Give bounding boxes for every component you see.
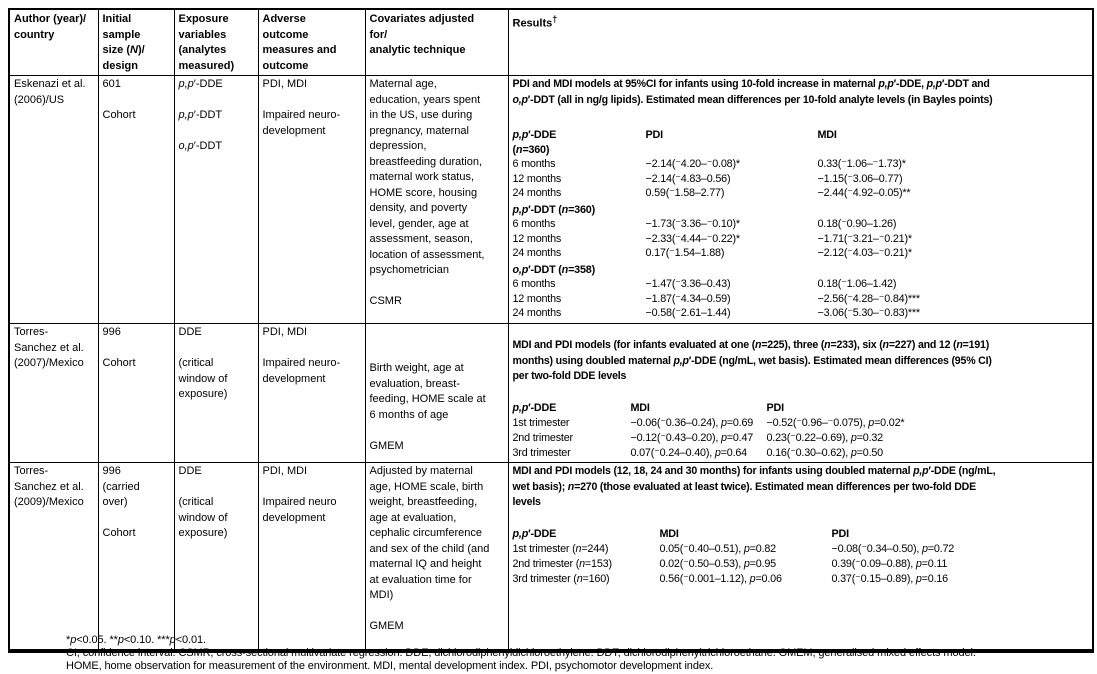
subtable-value-2: 0.39(⁻0.09–0.88), p=0.11 <box>831 558 948 571</box>
table-header-row <box>9 9 1093 76</box>
subtable-value-2: −2.44(⁻4.92–0.05)** <box>817 187 911 199</box>
subtable-value-1: −0.58(⁻2.61–1.44) <box>645 307 731 319</box>
subtable-label: 24 months <box>512 187 562 199</box>
subtable-value-2: 0.23(⁻0.22–0.69), p=0.32 <box>766 431 883 444</box>
results-cell <box>508 324 1093 463</box>
footnotes <box>66 634 976 673</box>
subtable-row <box>513 246 1089 261</box>
subtable-value-2: 0.16(⁻0.30–0.62), p=0.50 <box>766 447 883 460</box>
subtable-row <box>513 431 1089 446</box>
footnote-line: HOME, home observation for measurement of the environment. MDI, mental development index. PDI, psychomotor development index. <box>66 659 714 672</box>
exposure-cell: DDE (critical window of exposure) <box>174 463 258 651</box>
subtable-value-1: −0.12(⁻0.43–0.20), p=0.47 <box>630 431 754 444</box>
subtable-value-2: 0.18(⁻0.90–1.26) <box>817 218 897 230</box>
study-row-torres-sanchez-2007 <box>9 324 1093 463</box>
subtable-label: p,p′-DDE <box>512 401 557 414</box>
col-header-outcome: Adverse outcome measures and outcome <box>258 9 365 76</box>
results-summary: PDI and MDI models at 95%CI for infants using 10-fold increase in maternal p,p′-DDE, p,p′-DDT and o,p′-DDT (all in ng/g lipids). Estimated mean differences per 10-fold analyte levels (in Bayles points) <box>512 78 993 106</box>
covariates-cell: Birth weight, age at evaluation, breast- feeding, HOME scale at 6 months of age GMEM <box>365 324 508 463</box>
subtable-label: 6 months <box>512 158 556 170</box>
subtable-label: 1st trimester <box>512 416 570 429</box>
subtable-value-1: MDI <box>630 401 650 414</box>
subtable-label: 12 months <box>512 232 562 245</box>
subtable-value-1: −1.87(⁻4.34–0.59) <box>645 292 731 305</box>
subtable-row <box>513 277 1089 292</box>
footnote-line: *p<0.05. **p<0.10. ***p<0.01. <box>66 634 206 646</box>
sample-cell: 601 Cohort <box>98 76 174 324</box>
subtable-value-2: −0.08(⁻0.34–0.50), p=0.72 <box>831 543 955 556</box>
covariates-cell: Adjusted by maternal age, HOME scale, birth weight, breastfeeding, age at evaluation, cephalic circumference and sex of the child (and maternal IQ and height at evaluation time for MDI) GMEM <box>365 463 508 651</box>
subtable-value-1 <box>646 263 818 278</box>
study-row-eskenazi-2006 <box>9 76 1093 324</box>
subtable-label: p,p′-DDE (n=360) <box>512 129 557 156</box>
subtable-value-1: −2.14(⁻4.20–⁻0.08)* <box>645 158 740 170</box>
subtable-value-2: −2.56(⁻4.28–⁻0.84)*** <box>817 292 920 305</box>
subtable-row <box>513 557 1089 572</box>
subtable-row <box>513 232 1089 247</box>
subtable-value-1: −2.33(⁻4.44–⁻0.22)* <box>645 232 740 245</box>
subtable-value-1: 0.02(⁻0.50–0.53), p=0.95 <box>659 558 776 571</box>
outcome-cell: PDI, MDI Impaired neuro development <box>258 463 365 651</box>
results-cell <box>508 463 1093 651</box>
studies-table <box>8 8 1094 653</box>
subtable-label: 1st trimester (n=244) <box>512 543 609 556</box>
subtable-row <box>513 306 1089 321</box>
subtable-row <box>513 186 1089 201</box>
sample-cell: 996 Cohort <box>98 324 174 463</box>
col-header-results: Results† <box>508 9 1093 76</box>
subtable-row <box>513 446 1089 461</box>
subtable-value-2 <box>818 263 1089 278</box>
footnote-line: CI, confidence interval. CSMR, cross-sectional multivariate regression. DDE, dichlorodiphenyldichloroethylene. DDT, dichlorodiphenyltrichloroethane. GMEM, generalised mixed effects model. <box>66 646 976 659</box>
subtable-row <box>513 263 1089 278</box>
subtable-value-1: 0.59(⁻1.58–2.77) <box>645 187 725 199</box>
subtable-row <box>513 217 1089 232</box>
subtable-value-1: PDI <box>645 129 663 141</box>
results-subtable <box>513 527 1089 588</box>
subtable-value-2: −1.15(⁻3.06–0.77) <box>817 172 903 185</box>
subtable-row <box>513 203 1089 218</box>
subtable-label: 24 months <box>512 247 562 259</box>
subtable-label: 24 months <box>512 307 562 319</box>
subtable-label: 3rd trimester (n=160) <box>512 573 610 586</box>
subtable-row <box>513 157 1089 172</box>
subtable-value-1: 0.07(⁻0.24–0.40), p=0.64 <box>630 447 747 460</box>
subtable-value-2: −3.06(⁻5.30–⁻0.83)*** <box>817 307 920 319</box>
results-subtable <box>513 401 1089 462</box>
col-header-sample: Initial sample size (N)/ design <box>98 9 174 76</box>
author-cell: Torres- Sanchez et al. (2007)/Mexico <box>9 324 98 463</box>
col-header-covariates: Covariates adjusted for/ analytic technique <box>365 9 508 76</box>
subtable-row <box>513 128 1089 157</box>
exposure-cell: DDE (critical window of exposure) <box>174 324 258 463</box>
subtable-value-1: 0.17(⁻1.54–1.88) <box>645 247 725 259</box>
subtable-value-1: MDI <box>659 527 679 540</box>
subtable-value-2: 0.18(⁻1.06–1.42) <box>817 278 897 290</box>
subtable-value-1: −1.47(⁻3.36–0.43) <box>645 278 731 290</box>
subtable-row <box>513 172 1089 187</box>
subtable-label: 12 months <box>512 292 562 305</box>
subtable-label: 12 months <box>512 172 562 185</box>
results-summary: MDI and PDI models (for infants evaluated at one (n=225), three (n=233), six (n=227) and 12 (n=191) months) using doubled maternal p,p′-DDE (ng/mL, wet basis). Estimated mean differences (95% CI) per two-fold DDE levels <box>512 339 992 382</box>
subtable-value-2 <box>818 203 1089 218</box>
author-cell: Torres- Sanchez et al. (2009)/Mexico <box>9 463 98 651</box>
subtable-label: 2nd trimester <box>512 431 573 444</box>
subtable-value-2: −1.71(⁻3.21–⁻0.21)* <box>817 232 912 245</box>
subtable-row <box>513 416 1089 431</box>
subtable-value-1 <box>646 203 818 218</box>
outcome-cell: PDI, MDI Impaired neuro- development <box>258 76 365 324</box>
subtable-label: p,p′-DDE <box>512 527 557 540</box>
exposure-cell: p,p′-DDE p,p′-DDT o,p′-DDT <box>174 76 258 324</box>
subtable-value-2: PDI <box>831 527 849 540</box>
subtable-value-1: −2.14(⁻4.83–0.56) <box>645 172 731 185</box>
subtable-value-2: PDI <box>766 401 784 414</box>
subtable-label: 2nd trimester (n=153) <box>512 558 612 571</box>
covariates-cell: Maternal age, education, years spent in the US, use during pregnancy, maternal depression, breastfeeding duration, maternal work status, HOME score, housing density, and poverty level, gender, age at assessment, season, location of assessment, psychometrician CSMR <box>365 76 508 324</box>
results-cell <box>508 76 1093 324</box>
subtable-label: p,p′-DDT (n=360) <box>512 203 595 216</box>
study-row-torres-sanchez-2009 <box>9 463 1093 651</box>
col-header-author: Author (year)/ country <box>9 9 98 76</box>
subtable-value-2: −0.52(⁻0.96–⁻0.075), p=0.02* <box>766 416 905 429</box>
subtable-value-1: −0.06(⁻0.36–0.24), p=0.69 <box>630 416 754 429</box>
subtable-label: 3rd trimester <box>512 447 571 460</box>
col-header-exposure: Exposure variables (analytes measured) <box>174 9 258 76</box>
sample-cell: 996 (carried over) Cohort <box>98 463 174 651</box>
subtable-label: 6 months <box>512 278 556 290</box>
subtable-row <box>513 572 1089 587</box>
results-subtable <box>513 128 1089 321</box>
subtable-value-1: −1.73(⁻3.36–⁻0.10)* <box>645 218 740 230</box>
subtable-value-1: 0.56(⁻0.001–1.12), p=0.06 <box>659 573 782 586</box>
subtable-value-1: 0.05(⁻0.40–0.51), p=0.82 <box>659 543 776 556</box>
outcome-cell: PDI, MDI Impaired neuro- development <box>258 324 365 463</box>
subtable-value-2: −2.12(⁻4.03–⁻0.21)* <box>817 247 912 259</box>
subtable-row <box>513 527 1089 542</box>
subtable-value-2: 0.33(⁻1.06–⁻1.73)* <box>817 158 906 170</box>
subtable-row <box>513 292 1089 307</box>
results-summary: MDI and PDI models (12, 18, 24 and 30 months) for infants using doubled maternal p,p′-DDE (ng/mL, wet basis); n=270 (those evaluated at least twice). Estimated mean differences per two-fold DDE levels <box>512 465 996 509</box>
subtable-value-2: MDI <box>817 129 837 141</box>
subtable-row <box>513 542 1089 557</box>
subtable-label: o,p′-DDT (n=358) <box>512 263 595 276</box>
subtable-value-2: 0.37(⁻0.15–0.89), p=0.16 <box>831 573 948 586</box>
author-cell: Eskenazi et al. (2006)/US <box>9 76 98 324</box>
subtable-row <box>513 401 1089 416</box>
subtable-label: 6 months <box>512 218 556 230</box>
